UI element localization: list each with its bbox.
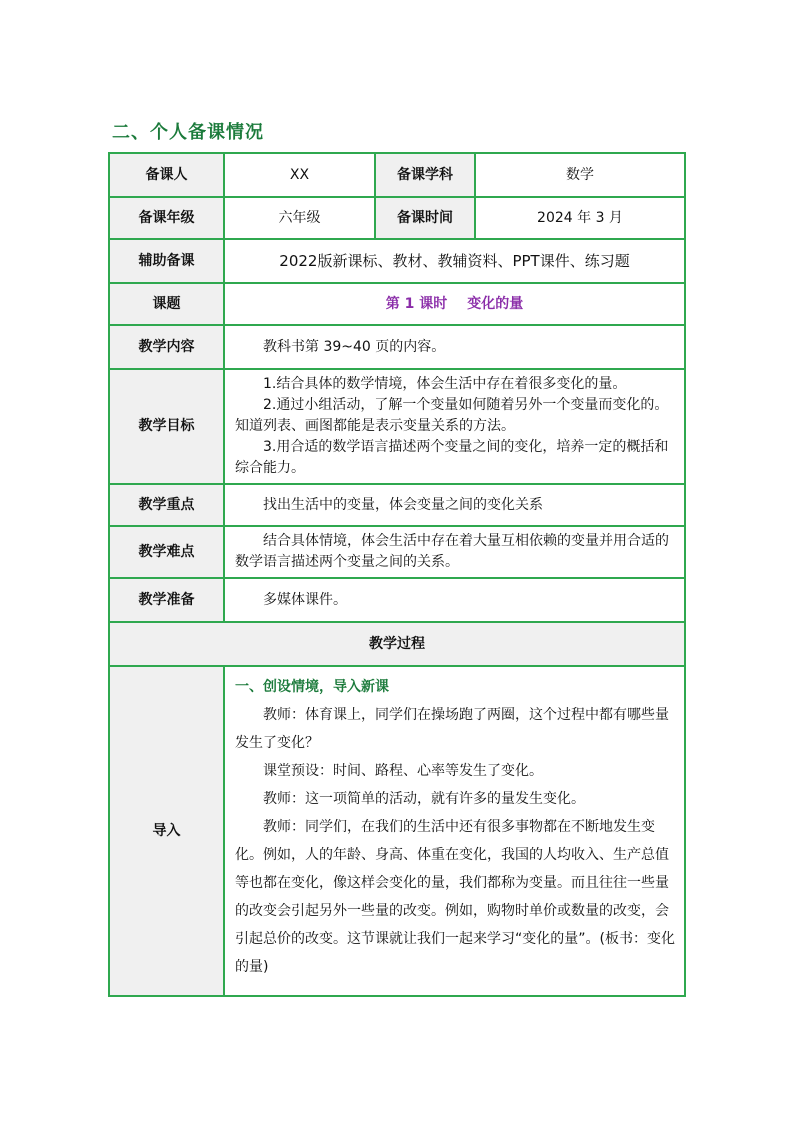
- content-label: 教学内容: [109, 325, 224, 369]
- aux-value: 2022版新课标、教材、教辅资料、PPT课件、练习题: [224, 239, 685, 283]
- goals-label: 教学目标: [109, 369, 224, 484]
- key-value: 找出生活中的变量，体会变量之间的变化关系: [224, 484, 685, 526]
- topic-value: [224, 283, 685, 325]
- row-content: [109, 325, 685, 369]
- row-process-header: [109, 622, 685, 666]
- content-value: 教科书第 39~40 页的内容。: [224, 325, 685, 369]
- goals-value: [224, 369, 685, 484]
- grade-value: 六年级: [224, 197, 375, 239]
- intro-content: [224, 666, 685, 996]
- time-label: 备课时间: [375, 197, 475, 239]
- topic-lesson-number: 第 1 课时: [385, 295, 448, 312]
- subject-label: 备课学科: [375, 153, 475, 197]
- row-difficulty: [109, 526, 685, 578]
- intro-paragraph: 教师：这一项简单的活动，就有许多的量发生变化。: [263, 791, 585, 807]
- section-title: 二、个人备课情况: [112, 122, 264, 143]
- aux-label: 辅助备课: [109, 239, 224, 283]
- row-preparer: [109, 153, 685, 197]
- goal-item: 2.通过小组活动，了解一个变量如何随着另外一个变量而变化的。知道列表、画图都能是表示变量关系的方法。: [235, 397, 669, 434]
- row-aux: [109, 239, 685, 283]
- intro-label: 导入: [109, 666, 224, 996]
- intro-paragraph: 教师：同学们，在我们的生活中还有很多事物都在不断地发生变化。例如，人的年龄、身高、体重在变化，我国的人均收入、生产总值等也都在变化，像这样会变化的量，我们都称为变量。而且往往一些量的改变会引起另外一些量的改变。例如，购物时单价或数量的改变，会引起总价的改变。这节课就让我们一起来学习“变化的量”。(板书：变化的量): [235, 819, 675, 975]
- prep-value: 多媒体课件。: [224, 578, 685, 622]
- row-grade: [109, 197, 685, 239]
- topic-label: 课题: [109, 283, 224, 325]
- row-prep: [109, 578, 685, 622]
- intro-paragraph: 教师：体育课上，同学们在操场跑了两圈，这个过程中都有哪些量发生了变化？: [235, 707, 669, 751]
- row-intro: [109, 666, 685, 996]
- key-label: 教学重点: [109, 484, 224, 526]
- intro-paragraph: 课堂预设：时间、路程、心率等发生了变化。: [263, 763, 543, 779]
- subject-value: 数学: [475, 153, 685, 197]
- goal-item: 1.结合具体的数学情境，体会生活中存在着很多变化的量。: [263, 376, 627, 392]
- intro-heading: 一、创设情境，导入新课: [235, 679, 389, 695]
- difficulty-value: 结合具体情境，体会生活中存在着大量互相依赖的变量并用合适的数学语言描述两个变量之间的关系。: [224, 526, 685, 578]
- prep-label: 教学准备: [109, 578, 224, 622]
- difficulty-label: 教学难点: [109, 526, 224, 578]
- lesson-plan-table: [108, 152, 686, 997]
- row-goals: [109, 369, 685, 484]
- row-key: [109, 484, 685, 526]
- row-topic: [109, 283, 685, 325]
- topic-name: 变化的量: [467, 295, 524, 312]
- preparer-value: XX: [224, 153, 375, 197]
- goal-item: 3.用合适的数学语言描述两个变量之间的变化，培养一定的概括和综合能力。: [235, 439, 669, 476]
- grade-label: 备课年级: [109, 197, 224, 239]
- process-header: 教学过程: [109, 622, 685, 666]
- time-value: 2024 年 3 月: [475, 197, 685, 239]
- preparer-label: 备课人: [109, 153, 224, 197]
